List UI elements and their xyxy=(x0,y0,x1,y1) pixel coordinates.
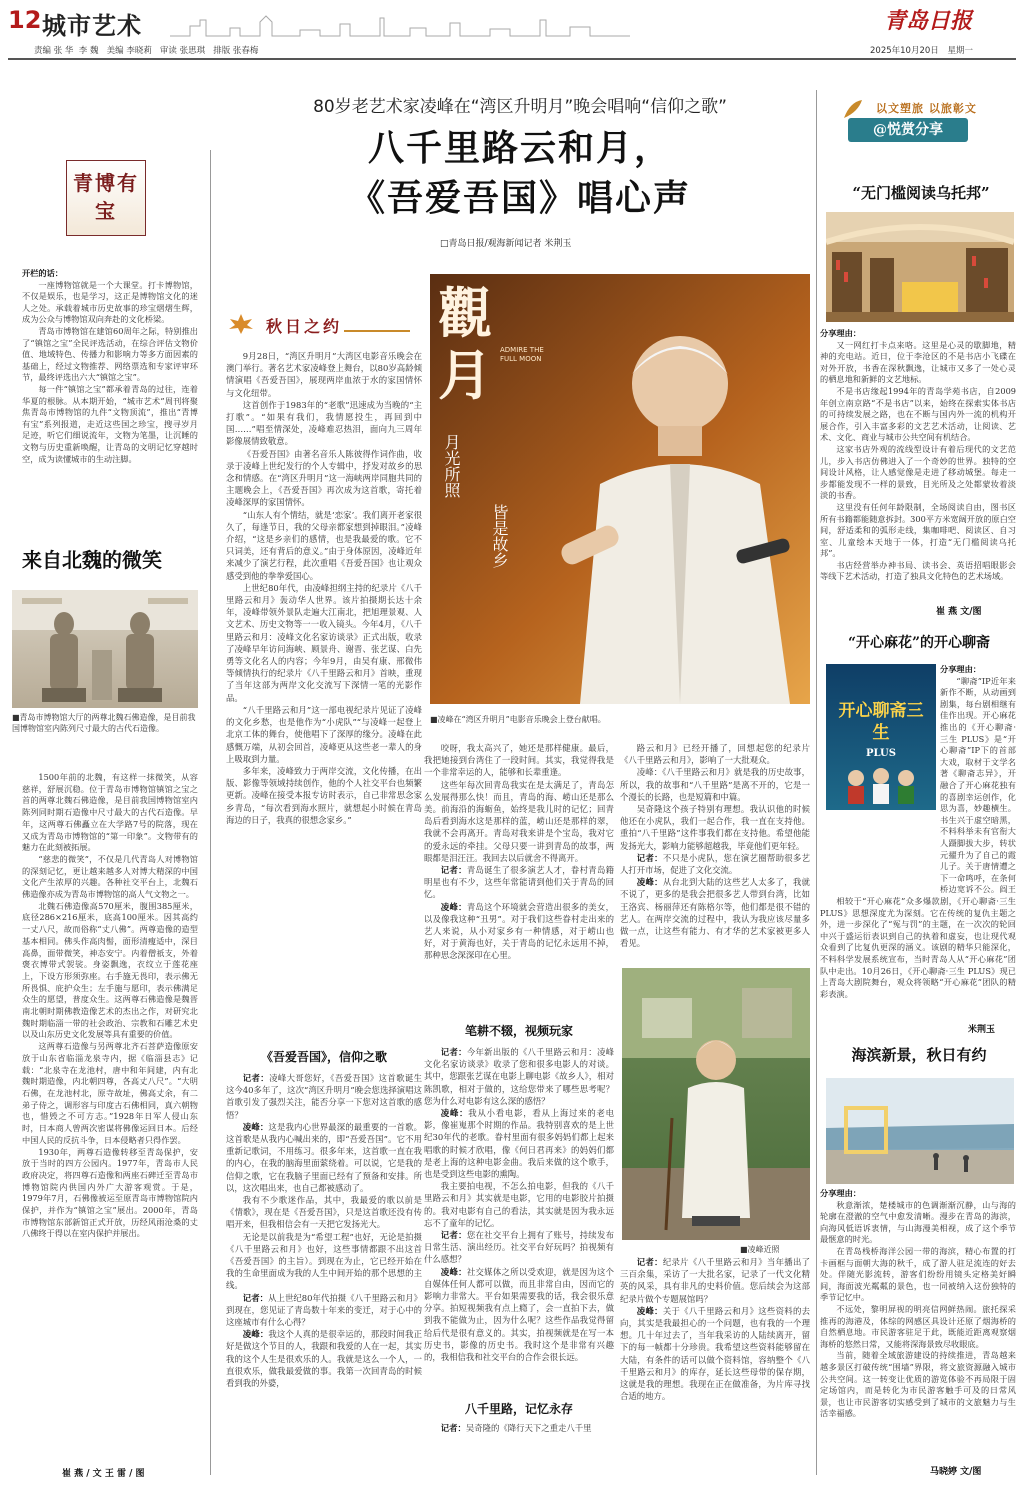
interview-line xyxy=(424,1266,614,1364)
right-divider xyxy=(816,90,817,1475)
main-col2-bottom xyxy=(424,1422,614,1462)
poster-line-a: 月光所照 xyxy=(442,434,461,498)
main-byline: □青岛日报/观海新闻记者 米荆玉 xyxy=(440,239,572,249)
subhead-song: 《吾爱吾国》，信仰之歌 xyxy=(260,1050,387,1064)
interview-line xyxy=(620,1256,810,1305)
left-body-paragraph: 1930年，两尊石造像转移至青岛保护，安放于当时的四方公园内。1977年，青岛市人民政府决定，将四尊石造像和两座石碑迁至青岛市博物馆院内供国内外广大游客观赏。于是，1979年7月，石佛像被运至原青岛市博物馆院内保护，并作为“镇馆之宝”展出。2000年，青岛市博物馆东部新馆正式开放，历经风雨沧桑的丈八佛终于得以在室内保护并展出。 xyxy=(22,1146,198,1239)
lingfeng-portrait-photo xyxy=(622,968,810,1240)
bookstore-photo xyxy=(826,212,1014,322)
right-banner xyxy=(840,96,1010,146)
s3-label: 分享理由： xyxy=(820,1188,861,1198)
intro-paragraph: 青岛市博物馆在建馆60周年之际，特别推出了“镇馆之宝”全民评选活动，在综合评估文物价值、地域特色、传播力和影响力等多方面因素的基础上，经过文物推荐、网络票选和专家评审环节，最终评选出六大“镇馆之宝”。 xyxy=(22,325,198,383)
editors-line: 责编 张 华 李 魏 美编 李晓莉 审读 张思琪 排版 张春梅 xyxy=(34,46,259,56)
interview-text: 青岛诞生了很多演艺人才，眷村青岛籍明星也有不少，这些年常能请到他们关于青岛的回忆。 xyxy=(424,865,614,900)
main-paragraph: “八千里路云和月”这一部电视纪录片见证了凌峰的文化乡愁，也是他作为“小虎队”“与凌峰一起登上北京工体的舞台，使他唱下了深厚的缘分。凌峰在此感慨万端，从初会回首，凌峰更从这些老一辈人的身上吸取到力量。 xyxy=(226,704,422,764)
main-col1-body xyxy=(226,350,422,990)
main-col2-lower xyxy=(424,1046,614,1376)
s1-body xyxy=(820,328,1016,600)
left-body-paragraph: 北魏石佛造像高570厘米，腹围385厘米，底径286×216厘米，底高100厘米。因其高约一丈八尺，故而俗称“丈八佛”。两尊造像的造型基本相同。佛头作高肉髻，面形清瘦适中，深目高鼻，面带微笑，神态安宁。内着僧祇支，外着褒衣博带式袈裟。身姿飘逸，衣纹立于莲花座上，下设方形须弥座。右手施无畏印，表示佛无所畏惧、庇护众生；左手施与愿印，表示佛满足众生的愿望，普度众生。这两尊石佛造像是魏晋南北朝时期佛教造像艺术的杰出之作，对研究北魏时期临淄一带的社会政治、宗教和石雕艺术史以及山东历史文化发展等具有重要的价值。 xyxy=(22,900,198,1040)
main-paragraph: 路云和月》已经开播了，回想起您的纪录片《八千里路云和月》，影响了一大批观众。 xyxy=(620,743,810,766)
interview-line xyxy=(424,1229,614,1266)
main-paragraph: 咬呀，我太高兴了，她还是那样健康。最后，我把她接到台湾住了一段时间。其实，我觉得我是一个非常幸运的人，能够和长辈重逢。 xyxy=(424,743,614,778)
main-paragraph: 吴奇隆这个孩子特别有理想。我认识他的时候他还在小虎队，我们一起合作，我一直在支持他。重拍“八千里路”这件事我们都在支持他。希望他能发扬光大，影响力能够超越我，毕竟他们更年轻。 xyxy=(620,804,810,851)
main-paragraph: 这首创作于1983年的“老歌”迅速成为当晚的“主打歌”。“如果有我们，我情愿投生，再回到中国……”唱至情深处，凌峰难忍热泪，面向九三周年影像展情致敬意。 xyxy=(226,399,422,447)
interview-text: 不只是小虎队，您在演艺圈帮助很多艺人打开市场，促进了文化交流。 xyxy=(620,852,810,876)
interview-line xyxy=(226,1328,422,1389)
interview-text: 无论是以前我是为“希望工程”也好，无论是拍摄《八千里路云和月》也好，这些事情都跟不出这首《吾爱吾国》的主旨）。到现在为止，它已经开始在我的生命里面成为我的人生中间开始的那个思想的主线。 xyxy=(226,1231,422,1291)
left-body-paragraph: “慈悲的微笑”，不仅是几代青岛人对博物馆的深刻记忆，更让越来越多人对博大精深的中国文化产生浓厚的兴趣。各种社交平台上，北魏石佛造像亦成为青岛市博物馆的高人气文物之一。 xyxy=(22,853,198,900)
banner-title: @悦赏分享 xyxy=(848,118,968,142)
autumn-tag xyxy=(226,312,416,336)
main-paragraph: 9月28日，“湾区升明月”大湾区电影音乐晚会在澳门举行。著名艺术家凌峰登上舞台，以80岁高龄倾情演唱《吾爱吾国》，展现两岸血浓于水的家国情怀与文化纽带。 xyxy=(226,351,422,398)
interview-line xyxy=(424,1046,614,1107)
s2-byline: 米荆玉 xyxy=(968,1025,996,1035)
actors-image xyxy=(836,764,926,804)
main-headline-1: 八千里路云和月， xyxy=(367,127,672,169)
interview-line xyxy=(226,1072,422,1121)
interview-speaker: 记者： xyxy=(636,1257,663,1267)
issue-date xyxy=(870,44,973,56)
s3-paragraph: 在青岛栈桥海洋公园一带的海滨，精心布置的打卡画框与面朝大海的秋千，成了游人驻足流连的好去处。伴随光影流转，游客们纷纷用镜头定格美好瞬间，海面波光粼粼的景色，也一同被纳入这份独特的季节记忆中。 xyxy=(820,1245,1016,1303)
interview-line xyxy=(424,1107,614,1180)
interview-text: 从台北到大陆的这些艺人太多了，我就不说了，更多的是我会把很多艺人带到台湾，比如王洛宾、杨丽萍还有陈格尔等，他们都是很不错的艺人。在两岸交流的过程中，我认为我应该尽量多做一点，让这些有能力、有才华的艺术家被更多人看见。 xyxy=(620,877,810,949)
interview-line xyxy=(424,1422,614,1434)
interview-speaker: 记者： xyxy=(440,865,467,876)
interview-text: 关于《八千里路云和月》这些资料的去向，其实是我最担心的一个问题，也有我的一个理想。几十年过去了，当年我采访的人陆续离开，留下的每一帧都十分珍贵。我希望这些资料能够留在大陆，有条件的话可以做个资料馆，容纳整个《八千里路云和月》的库存，延长这些母带的保存期，这就是我的理想。我现在正在做准备，为片库寻找合适的地方。 xyxy=(620,1305,810,1402)
bookstore-image xyxy=(826,212,1014,322)
interview-line xyxy=(620,1305,810,1403)
poster-caption: ■凌峰在“湾区升明月”电影音乐晚会上登台献唱。 xyxy=(430,715,606,724)
interview-speaker: 凌峰： xyxy=(440,901,467,912)
main-paragraph: 这些年每次回青岛我实在是太满足了，青岛怎么发展得那么快！而且，青岛的海、崂山还是那么美。前海沿的海蛎鱼，始终是我儿时的记忆；回青岛后看到海水这是那样的蓝，崂山还是那样的翠，我就不会再离开。青岛对我来讲是个宝岛，我对它的爱永远的牵挂。父母只要一讲到青岛的故事，两眼都是泪汪汪。我回去以后就舍不得离开。 xyxy=(424,779,614,863)
interview-speaker: 凌峰： xyxy=(242,1121,269,1132)
interview-text: 纪录片《八千里路云和月》当年播出了三百余集，采访了一大批名家，记录了一代文化精英的风采，具有非凡的史料价值。您后续会为这部纪录片做个专题展馆吗？ xyxy=(620,1257,810,1304)
interview-speaker: 记者： xyxy=(440,1230,467,1241)
s3-paragraph: 当前，随着全域旅游建设的持续推进，青岛越来越多景区打破传统“围墙”界限，将文旅资源融入城市公共空间。这一转变让优质的游览体验不再局限于固定场馆内，而是转化为市民游客触手可及的日常风景，也让市民游客切实感受到了城市的文旅魅力与生活幸福感。 xyxy=(820,1350,1016,1419)
masthead-rule xyxy=(8,58,1016,60)
poster-book-sub: PLUS xyxy=(866,748,896,759)
autumn-tag-line xyxy=(344,330,410,332)
interview-speaker: 凌峰： xyxy=(636,1305,663,1316)
portrait-caption: ■凌峰近照 xyxy=(740,1245,780,1254)
weekday: 星期一 xyxy=(947,46,973,56)
s2-body xyxy=(820,896,1016,1016)
interview-text: 您在社交平台上拥有了账号，持续发布日常生活、演出经历。社交平台好玩吗？拍视频有什么感想？ xyxy=(424,1230,614,1265)
interview-text: 我这个人真的是很幸运的，那段时间我正好是做这个节目的人，我跟和我爱的人在一起，其实我的这个人生是很欢乐的人。我就是这么一个人，一直很欢乐，做我最爱做的事。我第一次回青岛的时候看到我的外婆， xyxy=(226,1329,422,1389)
main-paragraph: 《吾爱吾国》由著名音乐人陈彼得作词作曲，收录于凌峰上世纪发行的个人专辑中，抒发对故乡的思念和情感。在“湾区升明月”这一海峡两岸同胞共同的主题晚会上，《吾爱吾国》再次成为这首歌，寄托着凌峰深厚的家国情怀。 xyxy=(226,448,422,508)
interview-line xyxy=(620,876,810,949)
subhead-memory: 八千里路，记忆永存 xyxy=(464,1402,573,1416)
left-body-paragraph: 1500年前的北魏，有这样一抹微笑，从容慈祥，舒展沉稳。位于青岛市博物馆镇馆之宝之首的两尊北魏石佛造像，是目前我国博物馆室内陈列同时期石造像中尺寸最大的古代石造像。早年，这两尊石佛矗立在大学路7号的院落，现在又成为青岛市博物馆的“第一印象”。文物带有的魅力在此刻被拓展。 xyxy=(22,772,198,853)
main-paragraph: 凌峰：《八千里路云和月》就是我的历史故事，所以，我的故事和“八千里路”是离不开的，它是一个漫长的长路，也是短篇和中篇。 xyxy=(620,767,810,802)
s2-label: 分享理由： xyxy=(940,664,981,674)
s1-byline: 崔 燕 文/图 xyxy=(936,607,982,617)
interview-text: 今年新出版的《八千里路云和月：凌峰文化名家访谈录》收录了您和很多电影人的对谈。其中，您跟张艺谋在电影上聊电影《故乡人》，相对陈凯歌，相对于做的，这给您带来了哪些思考呢？您为什么对电影有这么深的感悟？ xyxy=(424,1047,614,1106)
page-number: 12 xyxy=(8,6,42,34)
main-headline-2: 《吾爱吾国》唱心声 xyxy=(348,177,691,219)
museum-buddha-photo xyxy=(12,590,198,708)
qingbo-badge-text: 青博有宝 xyxy=(73,171,139,223)
left-column xyxy=(12,160,198,1480)
interview-line xyxy=(226,1231,422,1292)
interview-line xyxy=(424,901,614,962)
interview-text: 我从小看电影，看从上海过来的老电影，像崔嵬那个时期的作品。我特别喜欢的是上世纪30年代的老歌。眷村里面有很多妈妈们都上起来唱歌的时候才欣唱，像《何日君再来》的妈妈们都是老上海的这种电影金曲。我后来做的这个歌手，也是受到这些电影的熏陶。 xyxy=(424,1108,614,1180)
intro-paragraph: 一座博物馆就是一个大课堂。打卡博物馆，不仅是娱乐，也是学习，这正是博物馆文化的迷人之处。承载着城市历史故事的珍宝熠熠生辉，成为公众与博物馆双向奔赴的文化桥梁。 xyxy=(22,279,198,325)
seaside-photo xyxy=(826,1078,1014,1184)
main-paragraph: 上世纪80年代，由凌峰担纲主持的纪录片《八千里路云和月》轰动华人世界。该片拍摄期长达十余年，凌峰带领外景队走遍大江南北，把旭理景观、人文艺术、历史文物等一一收入镜头。今年4月，《八千里路云和月：凌峰文化名家访谈录》正式出版，收录了凌峰早年访问海峡、顾景舟、谢晋、张艺谋、白先勇等文化名人的内容；今年9月，由吴有康、邢微伟等倾情执行的纪录片《八千里路云和月》首映，重现了当年这部为两岸文化交流写下深情一笔的光影作品。 xyxy=(226,582,422,703)
main-col2-body xyxy=(424,742,614,1012)
interview-text: 社交媒体之所以受欢迎，就是因为这个自媒体任何人都可以做，而且非常自由，因而它的影响力非常大。平台如果需要我的话，我会很乐意分享。拍短视频我有点上瘾了，会一直拍下去，做到我不能做为止，因为什么呢？这些作品我觉得留给后代是很有意义的。其实，拍视频就是在写一本历史书，影像的历史书。我时这个是非常有兴趣的，我相信我和社交平台的合作会很长远。 xyxy=(424,1266,614,1363)
singer-figure xyxy=(540,314,810,704)
buddha-statues-image xyxy=(12,590,198,708)
s2-side-body xyxy=(940,664,1016,896)
interview-speaker: 记者： xyxy=(242,1292,269,1303)
interview-speaker: 记者： xyxy=(440,1423,466,1433)
interview-speaker: 记者： xyxy=(242,1073,270,1083)
interview-line xyxy=(620,852,810,876)
interview-speaker: 凌峰： xyxy=(440,1266,467,1277)
s1-paragraph: 书店经营举办神书局、读书会、英语招唱眼影会等线下艺术活动，打造了独具文化特色的艺术场域。 xyxy=(820,559,1016,582)
s3-headline: 海滨新景，秋日有约 xyxy=(851,1046,987,1064)
left-body-paragraph: 这两尊石造像与另两尊北齐石菩萨造像原安放于山东省临淄龙泉寺内，据《临淄县志》记载：“北泉寺在龙池村，唐中和年间建，内有北魏时期造像，内北朝四尊，各高丈八尺”。“大明石佛，在龙池村北，原寺故址，佛高丈余，有二弟子侍之，调形容与印度古石佛相同，真六朝物也，惜毁之不可方志。”1928年日军人侵山东时，日本商人曾两次密谋将佛像运回日本。后经中国人民的反抗斗争，日本侵略者只得作罢。 xyxy=(22,1041,198,1145)
interview-text: 青岛这个环境就会营造出很多的美女，以及像我这种“丑男”。对于我们这些眷村走出来的艺人来说，从小对家乡有一种情感，对于崂山也好，对于黄海也好，关于青岛的记忆永远用不掉，那种思念深深印在心里。 xyxy=(424,901,614,961)
seaside-image xyxy=(826,1078,1014,1184)
date: 2025年10月20日 xyxy=(870,46,939,56)
s3-body xyxy=(820,1188,1016,1458)
s2-paragraph: “聊斋”IP近年来新作不断，从动画到剧集，每台剧相继有佳作出现。开心麻花推出的《开心聊斋·三生 PLUS》是“开心聊斋”IP下的首部大戏，取材于文学名著《聊斋志异》，开融合了开心麻花独有的喜剧幸运创作，化思为喜，妙趣横生。书生兴于虚空暗黑，不料科举未有官衔大人蹑脚拔大步，转状元擢升为了自己的霞儿子。关于唐情遭之下一命鸣呼，在条何桥边宽诉不公。阎王 xyxy=(940,675,1016,895)
main-kicker: 80岁老艺术家凌峰在“湾区升明月”晚会唱响“信仰之歌” xyxy=(313,97,727,117)
museum-photo-caption: ■青岛市博物馆大厅的两尊北魏石佛造像，是目前我国博物馆室内陈列尺寸最大的古代石造像。 xyxy=(12,713,196,733)
interview-speaker: 凌峰： xyxy=(242,1329,269,1340)
interview-text: 我有不少歌迷作品，其中，我最爱的歌以前是《情歌》，现在是《吾爱吾国》，只是这首歌还没有传唱开来，但我相信会有一天把它发扬光大。 xyxy=(226,1195,422,1230)
interview-text: 这是我内心世界最深的最重要的一首歌。这首歌是从我内心喊出来的，即“吾爱吾国”。它不用重新记歌词，不用练习。很多年来，这首歌一直在我的内心，在我的脑海里面萦绕着。可以说，它是我的信仰之歌，它在我脑子里面已经有了预备和安排。所以，这次唱出来，也自己都被感动了。 xyxy=(226,1121,422,1193)
main-paragraph: “山东人有个情结，就是‘恋家’。我们离开老家很久了，每逢节日，我的父母亲都家想到掉眼泪。”凌峰介绍，“这是乡亲们的感情，也是我最爱的歌。它不只词美，还有背后的意义。”由于身体原因，凌峰近年来减少了演艺行程，此次重唱《吾爱吾国》也让观众感受到他的拳拳爱国心。 xyxy=(226,509,422,581)
s2-headline: “开心麻花”的开心聊斋 xyxy=(847,635,991,651)
interview-speaker: 凌峰： xyxy=(440,1108,469,1119)
intro-paragraph: 每一件“镇馆之宝”都承着青岛的过往，连着华夏的根脉。从本期开始，“城市艺术”周刊将聚焦青岛市博物馆的九件“文物顶流”，推出“青博有宝”系列报道，走近这些国之珍宝，搜寻岁月足迹，听它们细说流年，文物为笔墨，让沉睡的文物与历史重新唤醒，让青岛的文明记忆穿越时空，成为读懂城市的生动注脚。 xyxy=(22,383,198,464)
interview-text: 从上世纪80年代拍摄《八千里路云和月》到现在，您见证了青岛数十年来的变迁，对于心中的这座城市有什么心得？ xyxy=(226,1292,422,1328)
interview-speaker: 记者： xyxy=(636,852,663,863)
autumn-tag-label: 秋日之约 xyxy=(266,317,343,336)
left-headline: 来自北魏的微笑 xyxy=(22,548,162,572)
main-col1-lower xyxy=(226,1072,422,1466)
poster-line-b: 皆是故乡 xyxy=(490,504,509,568)
poster-big-title: 觀月 xyxy=(438,281,492,407)
kaixinmahua-poster xyxy=(826,664,936,810)
s1-paragraph: 又一网红打卡点来咯。这里是心灵的歇脚地，精神的充电站。近日，位于李沧区的不是书店小飞碟在对外开放，书香在深秋飘逸，让城市又多了一处心灵的栖息地和新鲜的文艺地标。 xyxy=(820,339,1016,385)
city-skyline-decoration xyxy=(170,14,630,38)
s1-paragraph: 不是书店缘起1994年的青岛学苑书店，自2009年创立南京路“不是书店”以来，始终在探索实体书店的可持续发展之路，也在不断与国内外一流的机构开展合作，引入丰富多彩的文艺艺术活动，让阅读、艺术、文化、商业与城市公共空间有机结合。 xyxy=(820,385,1016,443)
interview-speaker: 记者： xyxy=(440,1047,467,1057)
section-title: 城市艺术 xyxy=(42,12,142,40)
s3-paragraph: 秋意渐浓，楚楼城市的色调渐渐沉静，山与海的轮廓在澄澈的空气中愈发清晰。漫步在青岛的海滨，向海风低语诉衷情，与山海漫美相视，成了这个季节最惬意的时光。 xyxy=(820,1199,1016,1245)
main-paragraph: 多年来，凌峰致力于两岸交流，文化传播，在出版、影像等领域持续创作，他的个人社交平台也频繁更新。凌峰在接受本报专访时表示，自己非常思念家乡青岛，“每次看到海水照片，就想起小时候在青岛海边的日子，我真的很想念家乡。” xyxy=(226,765,422,825)
interview-speaker: 凌峰： xyxy=(636,877,663,888)
masthead xyxy=(0,0,1024,62)
interview-line xyxy=(424,864,614,901)
interview-line xyxy=(226,1121,422,1194)
s2-paragraph: 相较于“开心麻花”众多爆款剧，《开心聊斋·三生 PLUS》思想深度尤为深刻。它在传统的复仇主题之外，进一步深化了“冤与罚”的主题，在一次次的轮回中兴于盛运衍表识到自己的执着和虚妄，也让现代观众看到了比复仇更深的涵义。该剧的精华只能深化，不料科学发展系统宣布，当时青岛人从“开心麻花”团队中走出。10月26日，《开心聊斋·三生 PLUS》现已上青岛大剧院舞台，观众将领略“开心麻花”团队的精彩表演。 xyxy=(820,896,1016,999)
interview-text: 我主要拍电视，不怎么拍电影，但我的《八千里路云和月》其实就是电影，它用的电影胶片拍摄的。我对电影有自己的看法，其实就是因为我永远忘不了童年的记忆。 xyxy=(424,1181,614,1228)
s1-headline: “无门槛阅读乌托邦” xyxy=(852,184,990,202)
main-col3-lower xyxy=(620,1256,810,1466)
main-col3-body xyxy=(620,742,810,964)
interview-line xyxy=(226,1292,422,1329)
s1-label: 分享理由： xyxy=(820,328,861,338)
portrait-image xyxy=(622,968,810,1240)
left-body xyxy=(22,772,198,1462)
left-byline: 崔 燕 / 文 王 雷 / 图 xyxy=(62,1469,145,1479)
left-divider xyxy=(210,150,211,1475)
qingbo-badge xyxy=(66,160,146,236)
concert-poster-photo xyxy=(430,274,810,704)
paper-logo: 青岛日报 xyxy=(884,8,973,34)
poster-book-title: 开心聊斋三生 xyxy=(838,701,924,743)
banner-slogan: 以文塑旅 以旅彰文 xyxy=(876,102,977,115)
s1-paragraph: 这里没有任何年龄限制，全场阅读自由，图书区所有书籍都能随意拆封。300平方米宽阔开放的原白空间，舒适柔和的弧形走线，集咖啡吧、阅读区、自习室、儿童绘本天地于一体，打造“无门槛阅读乌托邦”。 xyxy=(820,501,1016,559)
interview-line xyxy=(424,1180,614,1229)
intro-title: 开栏的话： xyxy=(22,268,63,278)
s3-paragraph: 不远处，黎明屏视的明亮信网鲜热闹。旅托探采推再的海港及，体综的网感区具设计还原了烟海桥的自然栖息地。市民游客驻足于此，既能近距离观察烟海桥的悠然日常，又能将深海景致尽收眼底。 xyxy=(820,1303,1016,1349)
intro-block xyxy=(22,268,198,510)
maple-leaf-icon xyxy=(226,312,256,336)
s1-paragraph: 这家书店外观的流线型设计有着后现代的文艺范儿，步入书店仿佛进入了一个奇妙的世界。独特的空间设计风格，让人感觉像是走进了移动城堡。每走一步都能发现不一样的景致，目光所及之处都蒙妆着淡淡的书香。 xyxy=(820,443,1016,501)
poster-english: ADMIRE THE FULL MOON xyxy=(500,346,544,363)
interview-line xyxy=(226,1194,422,1231)
interview-text: 凌峰大哥您好，《吾爱吾国》这首歌诞生这今40多年了，这次“湾区升明月”晚会您选择演唱这首歌引发了强烈关注，能否分享一下您对这首歌的感悟？ xyxy=(226,1073,422,1120)
interview-text: 吴奇隆的《降行天下之重走八千里 xyxy=(465,1423,592,1433)
subhead-video: 笔耕不辍，视频玩家 xyxy=(464,1024,573,1038)
s3-byline: 马晓婷 文/图 xyxy=(930,1467,982,1477)
